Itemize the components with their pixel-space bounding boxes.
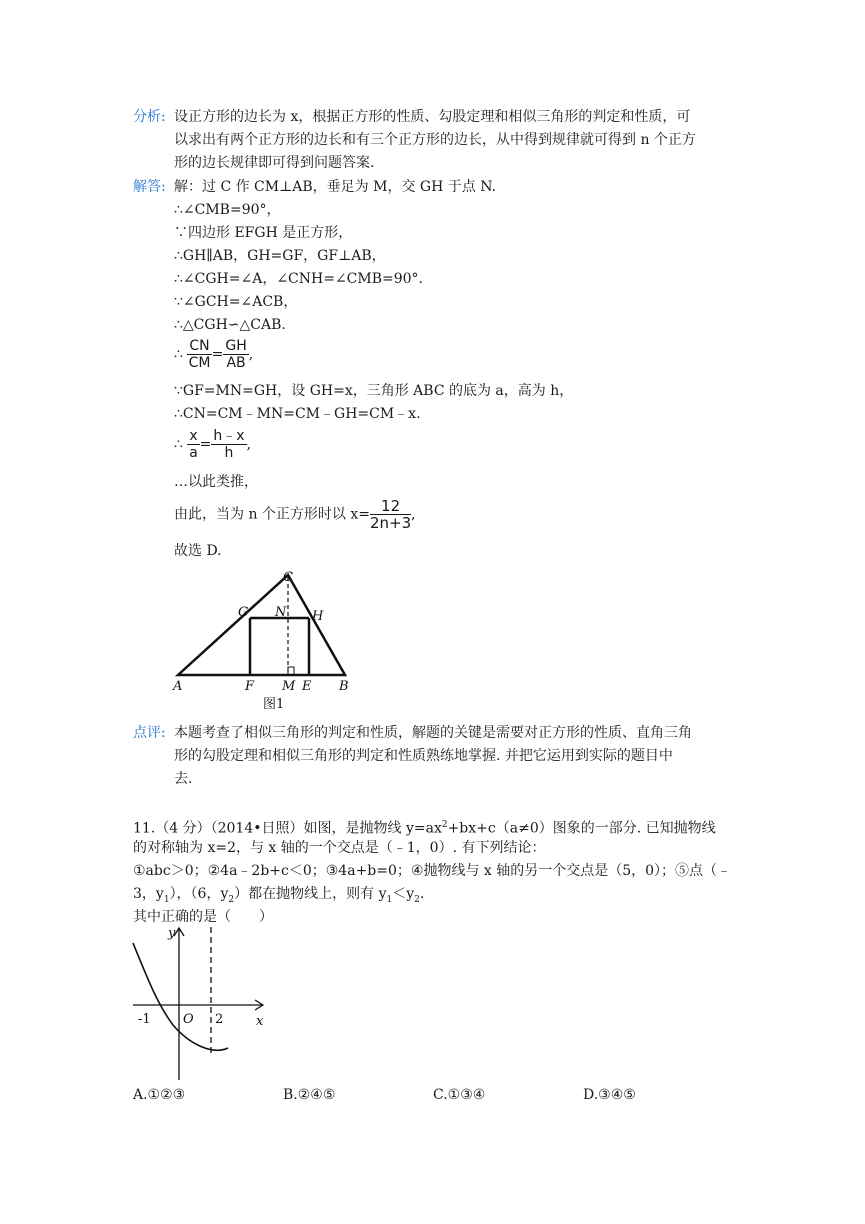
solution-line-3: ∴GH∥AB，GH=GF，GF⊥AB， <box>174 248 386 264</box>
solution-line-9: ∴CN=CM﹣MN=CM﹣GH=CM﹣x. <box>174 406 421 422</box>
fraction-x-a: $\frac{x}{a}$ <box>189 428 198 461</box>
fraction-cn-cm: $\frac{CN}{CM}$ <box>188 338 211 371</box>
fraction-ratio-2: ∴ $\frac{x}{a}$ = $\frac{h﹣x}{h}$ , <box>174 428 252 461</box>
triangle-abc <box>178 575 345 675</box>
question-line-3: ①abc＞0；②4a﹣2b+c＜0；③4a+b=0；④抛物线与 x 轴的另一个交点是（5，0）；⑤点（﹣ <box>133 863 732 879</box>
figure-caption: 图1 <box>263 697 285 712</box>
solution-line-12: 由此，当为 n 个正方形时以 x= $\frac{12}{2n+3}$ , <box>174 497 416 532</box>
tick-label-2: 2 <box>215 1012 224 1027</box>
solution-line-0: 解：过 C 作 CM⊥AB，垂足为 M，交 GH 于点 N. <box>174 179 497 195</box>
analysis-line-3: 形的边长规律即可得到问题答案. <box>174 155 375 171</box>
solution-line-2: ∵四边形 EFGH 是正方形， <box>174 225 353 241</box>
analysis-line-2: 以求出有两个正方形的边长和有三个正方形的边长，从中得到规律就可得到 n 个正方 <box>174 132 696 148</box>
label-m: M <box>282 679 296 694</box>
label-h: H <box>312 609 324 624</box>
option-c[interactable]: C.①③④ <box>433 1087 486 1103</box>
solution-line-6: ∴△CGH∽△CAB. <box>174 317 286 333</box>
fraction-ratio-1: ∴ $\frac{CN}{CM}$ = $\frac{GH}{AB}$ , <box>174 338 254 371</box>
option-d[interactable]: D.③④⑤ <box>583 1087 636 1103</box>
x-axis-label: x <box>256 1014 264 1029</box>
solution-tag: 解答: <box>133 179 166 195</box>
label-b: B <box>339 679 349 694</box>
solution-line-1: ∴∠CMB=90°， <box>174 202 281 218</box>
question-line-2: 的对称轴为 x=2，与 x 轴的一个交点是（﹣1，0）. 有下列结论： <box>133 840 546 856</box>
analysis-tag: 分析: <box>133 109 166 125</box>
fraction-gh-ab: $\frac{GH}{AB}$ <box>225 338 247 371</box>
parabola-graph <box>128 925 273 1085</box>
question-line-5: 其中正确的是（ ） <box>133 909 273 925</box>
comment-line-3: 去. <box>174 771 193 787</box>
solution-line-4: ∴∠CGH=∠A，∠CNH=∠CMB=90°. <box>174 271 424 287</box>
analysis-line-1: 设正方形的边长为 x，根据正方形的性质、勾股定理和相似三角形的判定和性质，可 <box>174 109 691 125</box>
label-e: E <box>302 679 312 694</box>
solution-line-5: ∵∠GCH=∠ACB， <box>174 294 298 310</box>
label-c: C <box>283 570 293 585</box>
triangle-figure <box>165 565 365 715</box>
option-b[interactable]: B.②④⑤ <box>283 1087 336 1103</box>
comment-tag: 点评: <box>133 725 166 741</box>
comment-line-2: 形的勾股定理和相似三角形的判定和性质熟练地掌握. 并把它运用到实际的题目中 <box>174 748 673 764</box>
label-f: F <box>245 679 255 694</box>
solution-line-11: …以此类推， <box>174 474 258 490</box>
fraction-12-2n3: $\frac{12}{2n+3}$ <box>370 497 412 532</box>
y-axis-label: y <box>168 926 176 941</box>
fraction-hx-h: $\frac{h﹣x}{h}$ <box>213 428 245 461</box>
tick-label-neg1: -1 <box>138 1012 151 1027</box>
label-n: N <box>275 605 287 620</box>
question-line-1: 11.（4 分）（2014•日照）如图，是抛物线 $y=ax^2+bx+c(a\ne 0)$图象的一部分. 已知抛物线 <box>133 820 716 837</box>
comment-line-1: 本题考查了相似三角形的判定和性质，解题的关键是需要对正方形的性质、直角三角 <box>174 725 692 741</box>
label-g: G <box>238 605 249 620</box>
solution-line-8: ∵GF=MN=GH，设 GH=x，三角形 ABC 的底为 a，高为 h， <box>174 383 574 399</box>
origin-label: O <box>183 1012 194 1027</box>
parabola-curve <box>133 943 228 1050</box>
question-line-4: 3，$y_1$），（6，$y_2$）都在抛物线上，则有 $y_1<y_2$. <box>133 886 425 905</box>
label-a: A <box>173 679 183 694</box>
option-a[interactable]: A.①②③ <box>133 1087 186 1103</box>
solution-line-13: 故选 D. <box>174 543 222 559</box>
